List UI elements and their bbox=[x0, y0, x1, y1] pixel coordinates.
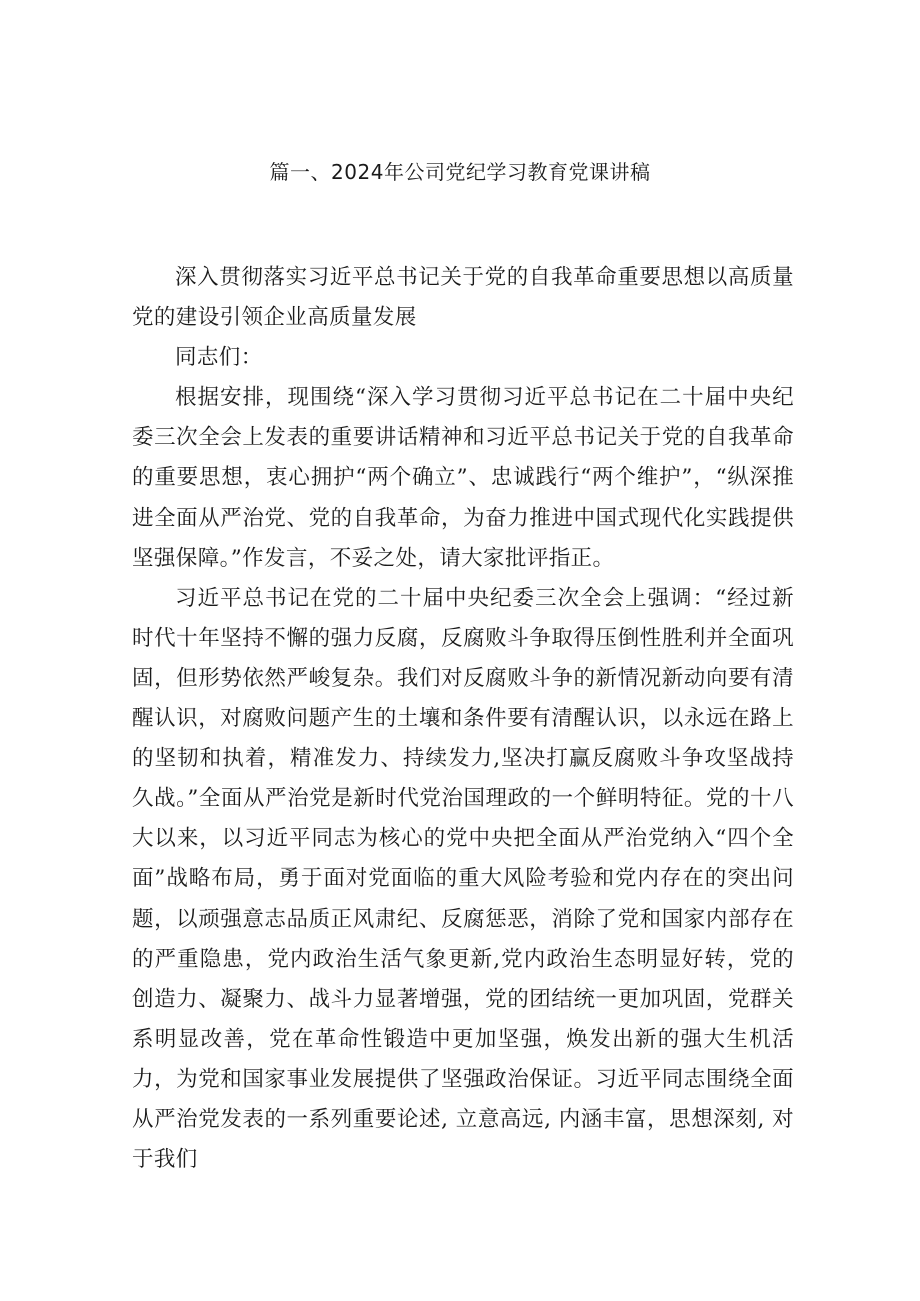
intro-paragraph: 根据安排，现围绕“深入学习贯彻习近平总书记在二十届中央纪委三次全会上发表的重要讲话精神和习近平总书记关于党的自我革命的重要思想，衷心拥护“两个确立”、忠诚践行“两个维护”，“纵深推进全面从严治党、党的自我革命，为奋力推进中国式现代化实践提供坚强保障。”作发言，不妥之处，请大家批评指正。 bbox=[132, 385, 794, 571]
salutation-paragraph: 同志们： bbox=[175, 345, 263, 371]
subtitle-paragraph: 深入贯彻落实习近平总书记关于党的自我革命重要思想以高质量党的建设引领企业高质量发展 bbox=[132, 265, 794, 331]
document-body bbox=[132, 258, 794, 1180]
body-paragraph: 习近平总书记在党的二十届中央纪委三次全会上强调：“经过新时代十年坚持不懈的强力反腐，反腐败斗争取得压倒性胜利并全面巩固，但形势依然严峻复杂。我们对反腐败斗争的新情况新动向要有清醒认识，对腐败问题产生的土壤和条件要有清醒认识，以永远在路上的坚韧和执着，精准发力、持续发力,坚决打赢反腐败斗争攻坚战持久战。”全面从严治党是新时代党治国理政的一个鲜明特征。党的十八大以来，以习近平同志为核心的党中央把全面从严治党纳入“四个全面”战略布局，勇于面对党面临的重大风险考验和党内存在的突出问题，以顽强意志品质正风肃纪、反腐惩恶，消除了党和国家内部存在的严重隐患，党内政治生活气象更新,党内政治生态明显好转，党的创造力、凝聚力、战斗力显著增强，党的团结统一更加巩固，党群关系明显改善，党在革命性锻造中更加坚强，焕发出新的强大生机活力，为党和国家事业发展提供了坚强政治保证。习近平同志围绕全面从严治党发表的一系列重要论述, 立意高远, 内涵丰富，思想深刻, 对于我们 bbox=[132, 585, 794, 1173]
document-title: 篇一、2024年公司党纪学习教育党课讲稿 bbox=[269, 160, 651, 184]
